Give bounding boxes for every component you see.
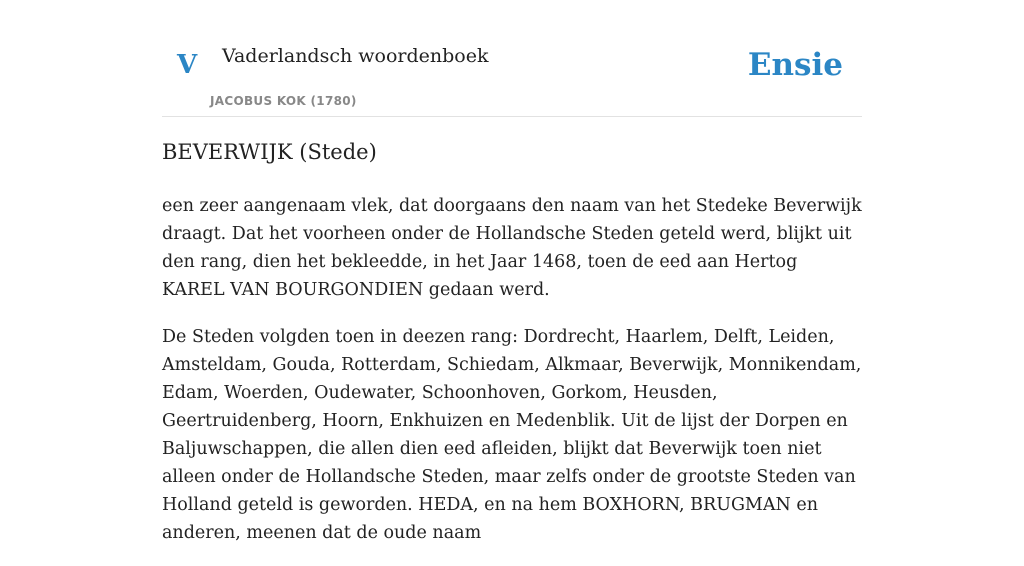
book-title-link[interactable]: Vaderlandsch woordenboek: [222, 45, 489, 67]
book-letter-badge[interactable]: V: [177, 50, 198, 80]
entry-body: [162, 192, 862, 566]
ensie-logo-link[interactable]: Ensie: [747, 47, 843, 83]
page: [162, 0, 862, 543]
entry-paragraph: De Steden volgden toen in deezen rang: Dordrecht, Haarlem, Delft, Leiden, Amsteldam, Gouda, Rotterdam, Schiedam, Alkmaar, Beverwijk, Monnikendam, Edam, Woerden, Oudewater, Schoonhoven, Gorkom, Heusden, Geertruidenberg, Hoorn, Enkhuizen en Medenblik. Uit de lijst der Dorpen en Baljuwschappen, die allen dien eed afleiden, blijkt dat Beverwijk toen niet alleen onder de Hollandsche Steden, maar zelfs onder de grootste Steden van Holland geteld is geworden. HEDA, en na hem BOXHORN, BRUGMAN en anderen, meenen dat de oude naam: [162, 327, 862, 543]
header: [162, 0, 862, 117]
entry-title: BEVERWIJK (Stede): [162, 140, 377, 164]
book-author[interactable]: JACOBUS KOK (1780): [210, 94, 357, 108]
entry-paragraph: een zeer aangenaam vlek, dat doorgaans den naam van het Stedeke Beverwijk draagt. Dat het voorheen onder de Hollandsche Steden geteld werd, blijkt uit den rang, dien het bekleedde, in het Jaar 1468, toen de eed aan Hertog KAREL VAN BOURGONDIEN gedaan werd.: [162, 196, 862, 300]
